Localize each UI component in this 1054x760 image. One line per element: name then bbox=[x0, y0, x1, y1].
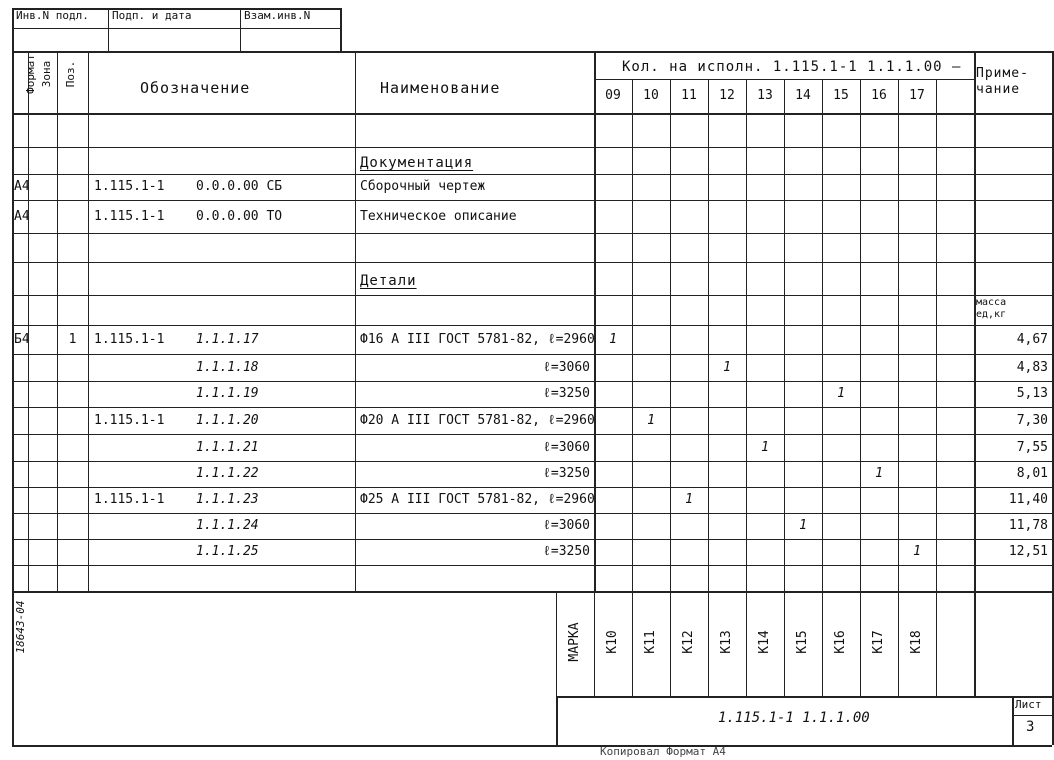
rule-line bbox=[898, 79, 899, 591]
marka-value: К18 bbox=[909, 630, 924, 654]
cell-designation-code: 1.1.1.21 bbox=[196, 440, 259, 455]
cell-name: ℓ=3060 bbox=[543, 518, 590, 533]
cell-designation-code: 1.1.1.19 bbox=[196, 386, 259, 401]
rule-line bbox=[556, 696, 1052, 698]
sheet-label: Лист bbox=[1015, 698, 1042, 711]
cell-qty: 1 bbox=[685, 492, 693, 507]
doc-code: 1.115.1-1 1.1.1.00 bbox=[718, 710, 870, 726]
rule-line bbox=[670, 591, 671, 696]
rule-line bbox=[974, 591, 976, 696]
rule-line bbox=[594, 591, 595, 696]
cell-name: ℓ=3250 bbox=[543, 386, 590, 401]
cell-name: ℓ=3250 bbox=[543, 466, 590, 481]
rule-line bbox=[12, 487, 1052, 488]
rule-line bbox=[822, 591, 823, 696]
rule-line bbox=[974, 51, 976, 591]
cell-qty: 1 bbox=[609, 332, 617, 347]
rule-line bbox=[746, 79, 747, 591]
rule-line bbox=[12, 591, 1052, 593]
exec-col-header: 14 bbox=[795, 88, 811, 103]
rule-line bbox=[108, 8, 109, 51]
cell-designation-code: 1.1.1.17 bbox=[196, 332, 259, 347]
cell-qty: 1 bbox=[875, 466, 883, 481]
rule-line bbox=[670, 79, 671, 591]
cell-designation-series: 1.115.1-1 bbox=[94, 332, 165, 347]
cell-note: 12,51 bbox=[1008, 544, 1048, 559]
marka-label: МАРКА bbox=[567, 622, 582, 662]
rule-line bbox=[12, 381, 1052, 382]
rule-line bbox=[556, 696, 558, 745]
cell-name: ℓ=3060 bbox=[543, 440, 590, 455]
cell-designation-series: 1.115.1-1 bbox=[94, 209, 165, 224]
cell-note: 7,30 bbox=[1016, 413, 1048, 428]
header-zone: Зона bbox=[40, 60, 53, 88]
cell-note: 11,40 bbox=[1008, 492, 1048, 507]
rule-line bbox=[12, 407, 1052, 408]
cell-designation-code: 0.0.0.00 ТО bbox=[196, 209, 283, 224]
cell-note: 7,55 bbox=[1016, 440, 1048, 455]
rule-line bbox=[784, 79, 785, 591]
cell-name: Ф20 А III ГОСТ 5781-82, ℓ=2960 bbox=[360, 413, 595, 428]
cell-name: ℓ=3250 bbox=[543, 544, 590, 559]
rule-line bbox=[12, 434, 1052, 435]
rule-line bbox=[12, 565, 1052, 566]
marka-value: К10 bbox=[605, 630, 620, 654]
rule-line bbox=[12, 233, 1052, 234]
cell-format: А4 bbox=[14, 209, 30, 224]
rule-line bbox=[632, 79, 633, 591]
exec-col-header: 13 bbox=[757, 88, 773, 103]
marka-value: К15 bbox=[795, 630, 810, 654]
exec-col-header: 17 bbox=[909, 88, 925, 103]
exec-col-header: 11 bbox=[681, 88, 697, 103]
marka-value: К17 bbox=[871, 630, 886, 654]
rule-line bbox=[860, 591, 861, 696]
marka-value: К12 bbox=[681, 630, 696, 654]
cell-qty: 1 bbox=[761, 440, 769, 455]
rule-line bbox=[240, 8, 241, 51]
footer-note: Копировал Формат А4 bbox=[600, 745, 726, 758]
marka-value: К16 bbox=[833, 630, 848, 654]
cell-qty: 1 bbox=[913, 544, 921, 559]
rule-line bbox=[12, 325, 1052, 326]
cell-note: 4,67 bbox=[1016, 332, 1048, 347]
cell-designation-series: 1.115.1-1 bbox=[94, 413, 165, 428]
rule-line bbox=[860, 79, 861, 591]
rule-line bbox=[12, 539, 1052, 540]
cell-name: Ф16 А III ГОСТ 5781-82, ℓ=2960 bbox=[360, 332, 595, 347]
rule-line bbox=[12, 262, 1052, 263]
cell-designation-code: 1.1.1.20 bbox=[196, 413, 259, 428]
marka-value: К13 bbox=[719, 630, 734, 654]
cell-format: Б4 bbox=[14, 332, 30, 347]
exec-col-header: 10 bbox=[643, 88, 659, 103]
cell-note: 8,01 bbox=[1016, 466, 1048, 481]
cell-designation-code: 0.0.0.00 СБ bbox=[196, 179, 283, 194]
rule-line bbox=[12, 8, 340, 10]
rule-line bbox=[57, 51, 58, 591]
stamp-inv-podl: Инв.N подл. bbox=[16, 9, 89, 22]
cell-qty: 1 bbox=[723, 360, 731, 375]
exec-col-header: 15 bbox=[833, 88, 849, 103]
cell-designation-code: 1.1.1.24 bbox=[196, 518, 259, 533]
cell-note: 11,78 bbox=[1008, 518, 1048, 533]
rule-line bbox=[28, 51, 29, 591]
rule-line bbox=[88, 51, 89, 591]
header-designation: Обозначение bbox=[140, 79, 251, 97]
exec-col-header: 09 bbox=[605, 88, 621, 103]
header-name: Наименование bbox=[380, 79, 501, 97]
cell-qty: 1 bbox=[799, 518, 807, 533]
rule-line bbox=[12, 461, 1052, 462]
rule-line bbox=[708, 591, 709, 696]
rule-line bbox=[12, 51, 1052, 53]
cell-name: Техническое описание bbox=[360, 209, 517, 224]
rule-line bbox=[340, 8, 342, 51]
margin-note: 18643-04 bbox=[14, 600, 27, 654]
cell-designation-code: 1.1.1.22 bbox=[196, 466, 259, 481]
rule-line bbox=[12, 513, 1052, 514]
cell-designation-code: 1.1.1.23 bbox=[196, 492, 259, 507]
section-heading: Детали bbox=[360, 273, 417, 289]
rule-line bbox=[708, 79, 709, 591]
rule-line bbox=[746, 591, 747, 696]
header-pos: Поз. bbox=[64, 60, 77, 88]
cell-designation-series: 1.115.1-1 bbox=[94, 179, 165, 194]
rule-line bbox=[12, 51, 14, 745]
rule-line bbox=[12, 354, 1052, 355]
rule-line bbox=[556, 591, 557, 696]
rule-line bbox=[898, 591, 899, 696]
cell-qty: 1 bbox=[837, 386, 845, 401]
exec-col-header: 16 bbox=[871, 88, 887, 103]
rule-line bbox=[108, 28, 340, 29]
rule-line bbox=[1012, 715, 1052, 716]
cell-pos: 1 bbox=[68, 332, 77, 347]
cell-designation-series: 1.115.1-1 bbox=[94, 492, 165, 507]
rule-line bbox=[822, 79, 823, 591]
cell-qty: 1 bbox=[647, 413, 655, 428]
cell-note: 5,13 bbox=[1016, 386, 1048, 401]
cell-designation-code: 1.1.1.18 bbox=[196, 360, 259, 375]
rule-line bbox=[12, 200, 1052, 201]
rule-line bbox=[936, 79, 937, 591]
rule-line bbox=[355, 51, 356, 591]
rule-line bbox=[632, 591, 633, 696]
rule-line bbox=[784, 591, 785, 696]
cell-name: Ф25 А III ГОСТ 5781-82, ℓ=2960 bbox=[360, 492, 595, 507]
cell-name: Сборочный чертеж bbox=[360, 179, 486, 194]
rule-line bbox=[12, 8, 14, 51]
stamp-podp-data: Подп. и дата bbox=[112, 9, 192, 22]
rule-line bbox=[12, 147, 1052, 148]
cell-format: А4 bbox=[14, 179, 30, 194]
rule-line bbox=[12, 113, 1052, 114]
rule-line bbox=[12, 174, 1052, 175]
stamp-vzam-inv: Взам.инв.N bbox=[244, 9, 311, 22]
marka-value: К14 bbox=[757, 630, 772, 654]
header-qty: Кол. на исполн. 1.115.1-1 1.1.1.00 – bbox=[622, 59, 962, 75]
cell-note: масса ед,кг bbox=[976, 297, 1007, 320]
rule-line bbox=[1012, 696, 1014, 745]
rule-line bbox=[594, 51, 596, 591]
cell-note: 4,83 bbox=[1016, 360, 1048, 375]
rule-line bbox=[12, 745, 1052, 747]
cell-designation-code: 1.1.1.25 bbox=[196, 544, 259, 559]
marka-value: К11 bbox=[643, 630, 658, 654]
section-heading: Документация bbox=[360, 155, 474, 171]
rule-line bbox=[12, 295, 1052, 296]
cell-name: ℓ=3060 bbox=[543, 360, 590, 375]
header-note: Приме- чание bbox=[976, 66, 1029, 97]
exec-col-header: 12 bbox=[719, 88, 735, 103]
sheet-number: 3 bbox=[1026, 719, 1035, 735]
rule-line bbox=[936, 591, 937, 696]
header-format: Формат bbox=[24, 54, 37, 94]
